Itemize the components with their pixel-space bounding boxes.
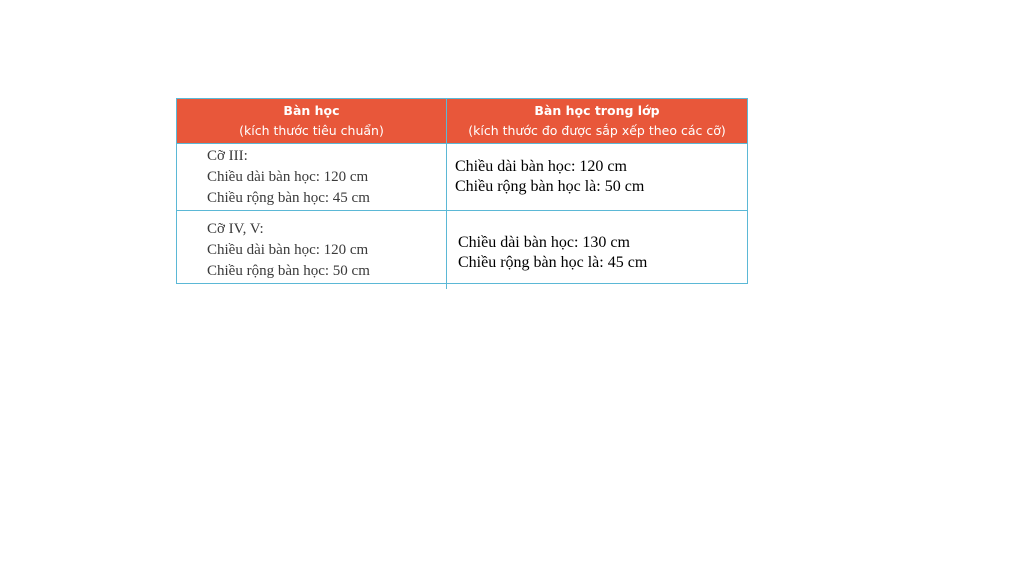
header-standard-subtitle: (kích thước tiêu chuẩn) (239, 123, 384, 138)
measured-cell-size-iv-v (446, 211, 747, 290)
table-row (177, 211, 747, 290)
standard-length: Chiều dài bàn học: 120 cm (207, 241, 369, 258)
desk-size-table-container (176, 98, 748, 284)
standard-cell-size-iv-v (177, 211, 446, 290)
standard-length: Chiều dài bàn học: 120 cm (207, 168, 369, 185)
size-label: Cỡ IV, V: (207, 220, 264, 237)
standard-cell-size-iii (177, 144, 446, 211)
standard-width: Chiều rộng bàn học: 50 cm (207, 262, 370, 279)
desk-size-table (177, 99, 747, 289)
header-standard (177, 99, 446, 144)
standard-width: Chiều rộng bàn học: 45 cm (207, 189, 370, 206)
table-row (177, 144, 747, 211)
measured-width: Chiều rộng bàn học là: 50 cm (454, 178, 645, 195)
header-classroom-subtitle: (kích thước đo được sắp xếp theo các cỡ) (468, 123, 726, 138)
table-header-row (177, 99, 747, 144)
measured-length: Chiều dài bàn học: 120 cm (454, 158, 627, 175)
header-standard-title: Bàn học (283, 103, 340, 118)
measured-width: Chiều rộng bàn học là: 45 cm (457, 254, 648, 271)
size-label: Cỡ III: (207, 147, 248, 164)
measured-length: Chiều dài bàn học: 130 cm (457, 234, 630, 251)
header-classroom (446, 99, 747, 144)
measured-cell-size-iii (446, 144, 747, 211)
header-classroom-title: Bàn học trong lớp (534, 103, 660, 118)
